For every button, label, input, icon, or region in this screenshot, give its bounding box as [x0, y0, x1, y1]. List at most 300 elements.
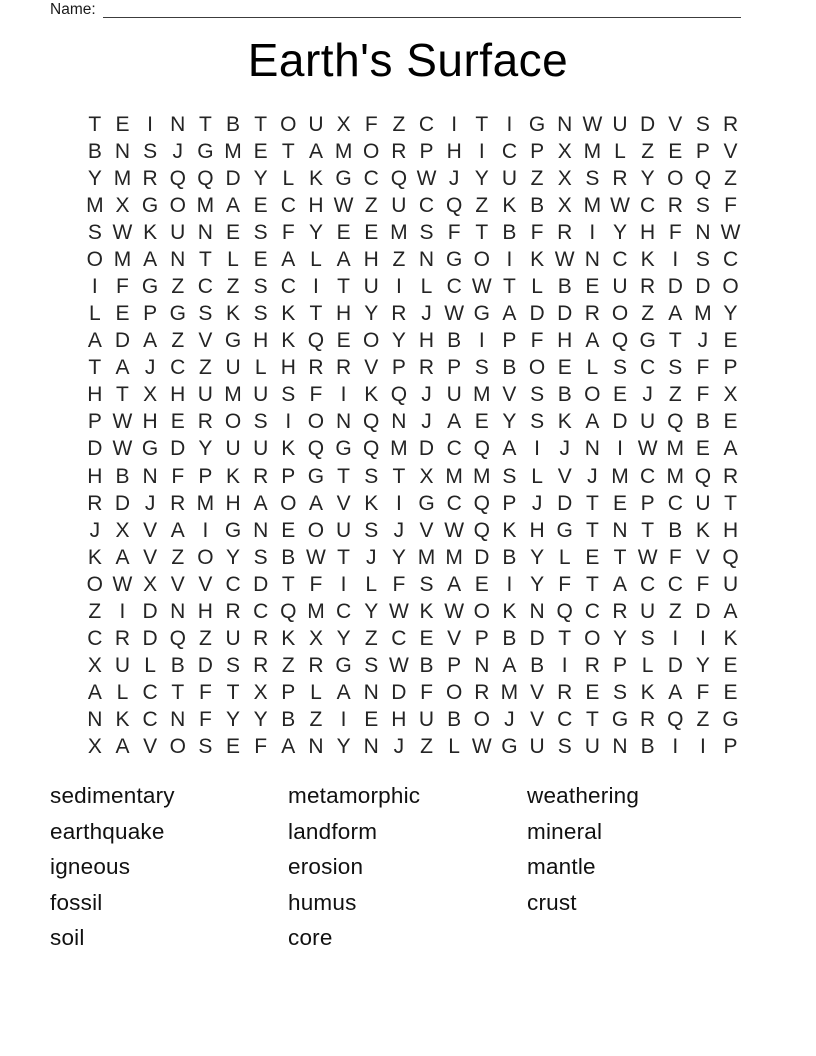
grid-letter: A	[502, 437, 517, 461]
grid-letter: S	[198, 302, 213, 326]
grid-letter: K	[226, 302, 241, 326]
grid-letter: E	[226, 735, 241, 759]
grid-letter: Y	[391, 545, 406, 569]
grid-letter: G	[141, 437, 159, 461]
grid-letter: T	[392, 464, 406, 488]
grid-letter: R	[170, 491, 186, 515]
grid-letter: R	[391, 139, 407, 163]
grid-letter: I	[340, 708, 347, 732]
grid-letter: M	[113, 166, 132, 190]
grid-letter: Q	[722, 545, 739, 569]
grid-letter: I	[147, 112, 154, 136]
grid-letter: R	[391, 302, 407, 326]
grid-letter: Z	[198, 356, 212, 380]
grid-letter: R	[253, 627, 269, 651]
grid-letter: O	[722, 275, 739, 298]
grid-letter: P	[281, 464, 296, 488]
grid-letter: J	[172, 139, 183, 163]
grid-letter: C	[640, 464, 656, 488]
grid-letter: R	[640, 275, 656, 298]
grid-letter: A	[502, 302, 517, 326]
grid-letter: Z	[171, 275, 185, 298]
grid-letter: W	[554, 247, 575, 271]
grid-letter: K	[281, 302, 296, 326]
grid-letter: O	[86, 572, 103, 596]
grid-letter: U	[612, 112, 628, 136]
grid-letter: A	[308, 139, 323, 163]
grid-letter: T	[585, 518, 599, 542]
grid-letter: B	[530, 193, 545, 217]
grid-letter: B	[695, 410, 710, 434]
grid-letter: P	[640, 491, 655, 515]
grid-letter: O	[86, 247, 103, 271]
grid-letter: A	[668, 302, 683, 326]
grid-letter: F	[558, 572, 572, 596]
grid-letter: M	[473, 464, 491, 488]
grid-letter: R	[612, 599, 628, 623]
grid-letter: R	[722, 112, 739, 136]
grid-letter: F	[116, 275, 129, 298]
grid-letter: E	[253, 247, 268, 271]
grid-letter: H	[87, 383, 103, 407]
grid-letter: H	[170, 383, 186, 407]
grid-letter: I	[91, 275, 98, 298]
grid-letter: A	[336, 247, 351, 271]
word-list-item: landform	[288, 818, 378, 844]
grid-letter: M	[196, 193, 215, 217]
grid-letter: D	[114, 329, 131, 353]
grid-letter: R	[418, 356, 435, 380]
grid-letter: S	[695, 112, 710, 136]
grid-letter: Q	[667, 410, 684, 434]
grid-letter: M	[113, 247, 132, 271]
grid-letter: G	[335, 654, 352, 678]
grid-letter: D	[529, 302, 545, 326]
grid-letter: E	[695, 437, 710, 461]
grid-letter: S	[557, 735, 572, 759]
grid-letter: A	[143, 329, 158, 353]
grid-letter: F	[696, 681, 710, 705]
grid-letter: J	[421, 383, 432, 407]
grid-letter: R	[87, 491, 103, 515]
grid-letter: B	[557, 275, 572, 298]
grid-letter: M	[307, 599, 325, 623]
grid-letter: A	[585, 329, 600, 353]
grid-letter: O	[307, 410, 325, 434]
grid-letter: W	[444, 599, 465, 623]
grid-letter: E	[336, 329, 351, 353]
grid-letter: C	[280, 193, 296, 217]
grid-letter: D	[225, 166, 241, 190]
grid-letter: K	[557, 410, 572, 434]
grid-letter: F	[198, 681, 212, 705]
grid-letter: L	[88, 302, 101, 326]
grid-letter: Y	[336, 627, 351, 651]
grid-letter: S	[695, 193, 710, 217]
grid-letter: K	[115, 708, 130, 732]
grid-letter: B	[502, 627, 517, 651]
grid-letter: D	[667, 654, 683, 678]
grid-letter: M	[666, 464, 685, 488]
grid-letter: E	[364, 220, 379, 244]
grid-letter: C	[722, 247, 739, 271]
grid-letter: J	[504, 708, 515, 732]
grid-letter: T	[641, 518, 655, 542]
grid-letter: X	[115, 193, 130, 217]
grid-letter: N	[418, 247, 435, 271]
grid-letter: K	[502, 518, 517, 542]
grid-letter: U	[501, 166, 518, 190]
grid-letter: R	[557, 220, 573, 244]
grid-letter: D	[142, 627, 158, 651]
grid-letter: U	[695, 491, 711, 515]
grid-letter: Y	[530, 572, 545, 596]
grid-letter: S	[198, 735, 213, 759]
grid-letter: C	[170, 356, 186, 380]
grid-letter: C	[418, 193, 435, 217]
grid-letter: S	[253, 275, 268, 298]
word-list-item: fossil	[50, 889, 103, 915]
grid-letter: D	[557, 302, 573, 326]
grid-letter: Z	[88, 599, 102, 623]
grid-letter: A	[502, 654, 517, 678]
grid-letter: K	[723, 627, 738, 651]
grid-letter: T	[585, 572, 599, 596]
grid-letter: D	[87, 437, 103, 461]
grid-letter: W	[388, 654, 409, 678]
grid-letter: R	[308, 654, 324, 678]
grid-letter: Z	[420, 735, 433, 759]
grid-letter: D	[142, 599, 158, 623]
grid-letter: V	[695, 545, 710, 569]
grid-letter: S	[364, 654, 379, 678]
grid-letter: J	[421, 302, 432, 326]
grid-letter: V	[557, 464, 572, 488]
grid-letter: P	[502, 491, 517, 515]
grid-letter: Z	[668, 383, 682, 407]
grid-letter: W	[444, 302, 465, 326]
grid-letter: A	[143, 247, 158, 271]
grid-letter: A	[253, 491, 268, 515]
grid-letter: G	[501, 735, 518, 759]
grid-letter: C	[336, 599, 352, 623]
grid-letter: G	[556, 518, 573, 542]
word-list-column	[288, 778, 420, 956]
grid-letter: B	[502, 356, 517, 380]
grid-letter: M	[583, 193, 602, 217]
grid-letter: K	[87, 545, 102, 569]
grid-letter: F	[420, 681, 433, 705]
grid-letter: D	[114, 491, 131, 515]
grid-letter: F	[309, 383, 323, 407]
grid-letter: S	[364, 518, 379, 542]
grid-letter: L	[531, 464, 543, 488]
grid-letter: O	[611, 302, 629, 326]
grid-letter: E	[281, 518, 296, 542]
grid-letter: G	[224, 329, 242, 353]
grid-letter: J	[448, 166, 460, 190]
grid-letter: S	[640, 627, 655, 651]
grid-letter: C	[418, 112, 435, 136]
grid-letter: C	[87, 627, 103, 651]
grid-letter: C	[142, 681, 158, 705]
grid-letter: T	[585, 708, 599, 732]
grid-letter: I	[672, 627, 679, 651]
grid-letter: G	[473, 302, 490, 326]
grid-letter: T	[337, 545, 350, 569]
grid-letter: S	[612, 681, 627, 705]
grid-letter: R	[640, 708, 656, 732]
grid-letter: R	[584, 654, 600, 678]
grid-letter: S	[419, 220, 434, 244]
grid-letter: G	[528, 112, 546, 136]
grid-letter: S	[419, 572, 434, 596]
grid-letter: N	[336, 410, 352, 434]
grid-letter: W	[444, 518, 465, 542]
grid-letter: Q	[473, 437, 490, 461]
grid-letter: Q	[307, 329, 325, 353]
grid-letter: V	[198, 572, 213, 596]
grid-letter: H	[197, 599, 213, 623]
grid-letter: S	[695, 247, 710, 271]
grid-letter: Q	[694, 166, 712, 190]
grid-letter: H	[280, 356, 296, 380]
grid-letter: V	[419, 518, 434, 542]
grid-letter: A	[447, 410, 462, 434]
grid-letter: P	[391, 356, 406, 380]
grid-letter: B	[419, 654, 434, 678]
grid-letter: C	[446, 275, 462, 298]
grid-letter: O	[473, 247, 490, 271]
grid-letter: H	[363, 247, 379, 271]
grid-letter: A	[226, 193, 241, 217]
grid-letter: U	[170, 220, 186, 244]
grid-letter: M	[196, 491, 215, 515]
grid-letter: I	[340, 383, 347, 407]
grid-letter: M	[694, 302, 712, 326]
grid-letter: G	[335, 437, 352, 461]
grid-letter: R	[584, 302, 600, 326]
word-list-item: erosion	[288, 854, 364, 880]
grid-letter: V	[143, 545, 158, 569]
grid-letter: F	[696, 383, 710, 407]
grid-letter: J	[89, 518, 101, 542]
grid-letter: P	[198, 464, 213, 488]
grid-letter: I	[285, 410, 292, 434]
grid-letter: U	[225, 437, 241, 461]
grid-letter: V	[502, 383, 517, 407]
grid-letter: Z	[641, 302, 655, 326]
grid-letter: O	[584, 383, 601, 407]
grid-letter: E	[612, 383, 627, 407]
grid-letter: Y	[695, 654, 710, 678]
grid-letter: V	[447, 627, 462, 651]
grid-letter: T	[668, 329, 682, 353]
grid-letter: Z	[530, 166, 544, 190]
grid-letter: E	[226, 220, 241, 244]
grid-letter: T	[88, 112, 102, 136]
grid-letter: K	[364, 491, 379, 515]
grid-letter: H	[142, 410, 158, 434]
grid-letter: Z	[475, 193, 489, 217]
grid-letter: G	[445, 247, 463, 271]
grid-letter: Q	[169, 166, 186, 190]
grid-letter: B	[447, 329, 462, 353]
grid-letter: S	[502, 464, 517, 488]
grid-letter: F	[668, 545, 682, 569]
grid-letter: N	[363, 681, 379, 705]
grid-letter: U	[225, 627, 241, 651]
grid-letter: F	[724, 193, 737, 217]
grid-letter: T	[475, 220, 489, 244]
grid-letter: G	[141, 193, 159, 217]
grid-letter: A	[585, 410, 600, 434]
grid-letter: M	[666, 437, 685, 461]
grid-letter: S	[530, 410, 545, 434]
grid-letter: N	[695, 220, 711, 244]
grid-letter: T	[585, 491, 599, 515]
grid-letter: E	[474, 410, 489, 434]
grid-letter: X	[557, 139, 572, 163]
grid-letter: P	[447, 654, 462, 678]
name-label: Name:	[50, 1, 96, 18]
grid-letter: C	[501, 139, 518, 163]
grid-letter: H	[640, 220, 656, 244]
grid-letter: Y	[612, 220, 627, 244]
grid-letter: B	[447, 708, 462, 732]
grid-letter: B	[530, 654, 545, 678]
grid-letter: D	[557, 491, 573, 515]
grid-letter: N	[170, 112, 186, 136]
grid-letter: A	[723, 437, 738, 461]
grid-letter: V	[170, 572, 185, 596]
grid-letter: F	[254, 735, 268, 759]
grid-letter: I	[699, 735, 706, 759]
grid-letter: Y	[226, 545, 241, 569]
word-search-grid	[81, 111, 744, 761]
grid-letter: E	[474, 572, 489, 596]
word-list-item: earthquake	[50, 818, 165, 844]
grid-letter: Q	[197, 166, 214, 190]
grid-letter: W	[471, 735, 492, 759]
grid-letter: N	[363, 735, 379, 759]
grid-letter: Z	[171, 545, 185, 569]
grid-letter: L	[144, 654, 156, 678]
grid-letter: W	[112, 410, 133, 434]
grid-letter: R	[142, 166, 158, 190]
grid-letter: E	[723, 329, 738, 353]
grid-letter: I	[699, 627, 706, 651]
grid-letter: X	[87, 735, 102, 759]
grid-letter: D	[612, 410, 628, 434]
grid-letter: F	[530, 329, 544, 353]
grid-letter: T	[198, 247, 212, 271]
grid-letter: D	[197, 654, 213, 678]
grid-letter: W	[112, 437, 133, 461]
grid-letter: I	[534, 437, 540, 461]
grid-letter: K	[695, 518, 710, 542]
grid-letter: O	[445, 681, 463, 705]
grid-letter: R	[225, 599, 241, 623]
grid-letter: P	[419, 139, 434, 163]
word-list-item: mineral	[527, 818, 603, 844]
grid-letter: N	[142, 464, 158, 488]
grid-letter: B	[170, 654, 185, 678]
grid-letter: I	[589, 220, 596, 244]
grid-letter: W	[306, 545, 326, 569]
grid-letter: N	[308, 735, 324, 759]
grid-letter: H	[87, 464, 103, 488]
grid-letter: F	[447, 220, 461, 244]
word-list-column	[527, 778, 639, 920]
grid-letter: C	[197, 275, 213, 298]
grid-letter: Y	[308, 220, 323, 244]
grid-letter: E	[253, 139, 268, 163]
grid-letter: E	[557, 356, 572, 380]
grid-letter: U	[446, 383, 462, 407]
grid-letter: N	[391, 410, 407, 434]
grid-letter: F	[696, 572, 710, 596]
grid-letter: A	[723, 599, 738, 623]
grid-letter: S	[281, 383, 296, 407]
grid-letter: P	[447, 356, 462, 380]
grid-letter: Y	[253, 166, 268, 190]
word-list-item: igneous	[50, 854, 131, 880]
grid-letter: F	[668, 220, 682, 244]
grid-letter: C	[667, 572, 683, 596]
grid-letter: R	[474, 681, 490, 705]
grid-letter: N	[253, 518, 269, 542]
grid-letter: O	[280, 112, 297, 136]
grid-letter: T	[337, 464, 350, 488]
grid-letter: C	[142, 708, 158, 732]
grid-letter: X	[723, 383, 738, 407]
grid-letter: B	[557, 383, 572, 407]
grid-letter: C	[557, 708, 573, 732]
grid-letter: Z	[171, 329, 185, 353]
word-list-item: humus	[288, 889, 357, 915]
grid-letter: U	[225, 356, 241, 380]
grid-letter: V	[336, 491, 351, 515]
grid-letter: D	[667, 275, 683, 298]
grid-letter: Q	[667, 708, 684, 732]
grid-letter: T	[475, 112, 489, 136]
grid-letter: M	[334, 139, 353, 163]
grid-letter: F	[198, 708, 212, 732]
grid-letter: S	[253, 410, 268, 434]
grid-letter: Y	[253, 708, 268, 732]
grid-letter: Z	[309, 708, 323, 732]
grid-letter: M	[583, 139, 602, 163]
grid-letter: Z	[696, 708, 710, 732]
grid-letter: D	[253, 572, 269, 596]
grid-letter: B	[502, 545, 517, 569]
grid-letter: N	[474, 654, 490, 678]
grid-letter: K	[143, 220, 158, 244]
grid-letter: E	[585, 545, 600, 569]
grid-letter: M	[500, 681, 519, 705]
grid-letter: G	[418, 491, 435, 515]
grid-letter: E	[419, 627, 434, 651]
grid-letter: R	[253, 464, 269, 488]
grid-letter: H	[722, 518, 739, 542]
grid-letter: N	[114, 139, 131, 163]
grid-letter: Q	[445, 193, 463, 217]
grid-letter: I	[506, 112, 513, 136]
grid-letter: E	[364, 708, 379, 732]
grid-letter: J	[642, 383, 653, 407]
grid-letter: O	[473, 708, 490, 732]
